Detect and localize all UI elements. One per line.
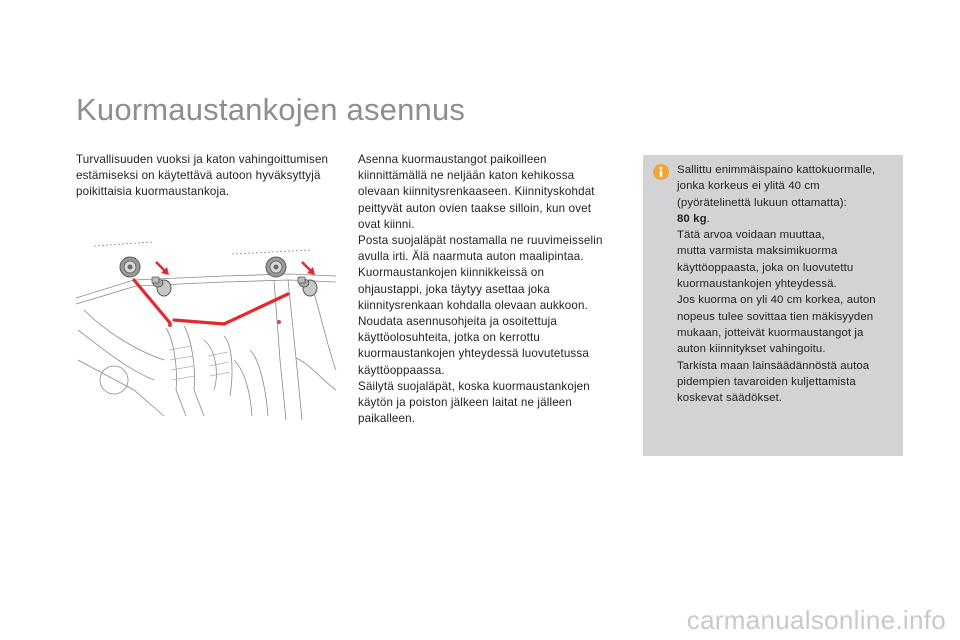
intro-line: Turvallisuuden vuoksi ja katon vahingoittumisen <box>76 153 329 166</box>
instructions-text <box>358 152 618 427</box>
info-icon <box>653 164 669 180</box>
info-line: koskevat säädökset. <box>677 392 783 405</box>
info-box <box>643 155 903 456</box>
roof-bar-mounting-illustration <box>74 240 342 422</box>
instruction-line: ovat kiinni. <box>358 217 415 231</box>
instruction-line: avulla irti. Älä naarmuta auton maalipintaa. <box>358 250 584 264</box>
instruction-line: kiinnitysrenkaan kohdalla olevaan aukkoon. <box>358 298 588 312</box>
page-title: Kuormaustankojen asennus <box>76 92 466 127</box>
max-load-suffix: . <box>706 212 710 225</box>
instruction-line: Asenna kuormaustangot paikoilleen <box>358 153 547 166</box>
instruction-line: käytön ja poiston jälkeen laitat ne jälleen <box>358 396 572 410</box>
instruction-line: olevaan kiinnitysrenkaaseen. Kiinnityskohdat <box>358 185 595 199</box>
info-line: (pyörätelinettä lukuun ottamatta): <box>677 196 847 209</box>
instruction-line: Noudata asennusohjeita ja osoitettuja <box>358 315 557 329</box>
intro-line: estämiseksi on käytettävä autoon hyväksyttyjä <box>76 169 321 183</box>
max-load-line <box>677 211 899 227</box>
info-line: jonka korkeus ei ylitä 40 cm <box>677 180 820 193</box>
info-line: Tarkista maan lainsäädännöstä autoa <box>677 359 870 372</box>
instruction-line: käyttöolosuhteita, jotka on kerrottu <box>358 331 540 345</box>
instruction-line: kiinnittämällä ne neljään katon kehikossa <box>358 169 575 183</box>
instruction-line: ohjaustappi, joka täytyy asettaa joka <box>358 282 550 296</box>
max-load-value: 80 kg <box>677 212 707 225</box>
instruction-line: paikalleen. <box>358 412 416 426</box>
info-line: kuormaustankojen yhteydessä. <box>677 278 837 291</box>
instruction-line: peittyvät auton ovien taakse silloin, kun ovet <box>358 201 592 215</box>
info-line: Sallittu enimmäispaino kattokuormalle, <box>677 164 876 176</box>
info-line: nopeus tulee sovittaa tien mäkisyyden <box>677 310 874 323</box>
info-line: mutta varmista maksimikuorma <box>677 245 838 258</box>
info-line: Tätä arvoa voidaan muuttaa, <box>677 229 825 242</box>
instruction-line: Kuormaustankojen kiinnikkeissä on <box>358 266 545 280</box>
info-line: mukaan, jotteivät kuormaustangot ja <box>677 326 864 339</box>
instruction-line: käyttöoppaassa. <box>358 363 445 377</box>
info-text <box>677 162 899 406</box>
info-line: auton kiinnitykset vahingoitu. <box>677 343 826 356</box>
watermark: carmanualsonline.info <box>686 605 946 635</box>
instruction-line: Posta suojaläpät nostamalla ne ruuvimeisselin <box>358 234 603 248</box>
info-line: Jos kuorma on yli 40 cm korkea, auton <box>677 294 876 307</box>
instruction-line: kuormaustankojen yhteydessä luovutetussa <box>358 347 589 361</box>
intro-text <box>76 152 346 201</box>
intro-line: poikittaisia kuormaustankoja. <box>76 185 230 199</box>
instruction-line: Säilytä suojaläpät, koska kuormaustankojen <box>358 379 590 393</box>
info-line: käyttöoppaasta, joka on luovutettu <box>677 261 854 274</box>
info-line: pidempien tavaroiden kuljettamista <box>677 375 856 388</box>
